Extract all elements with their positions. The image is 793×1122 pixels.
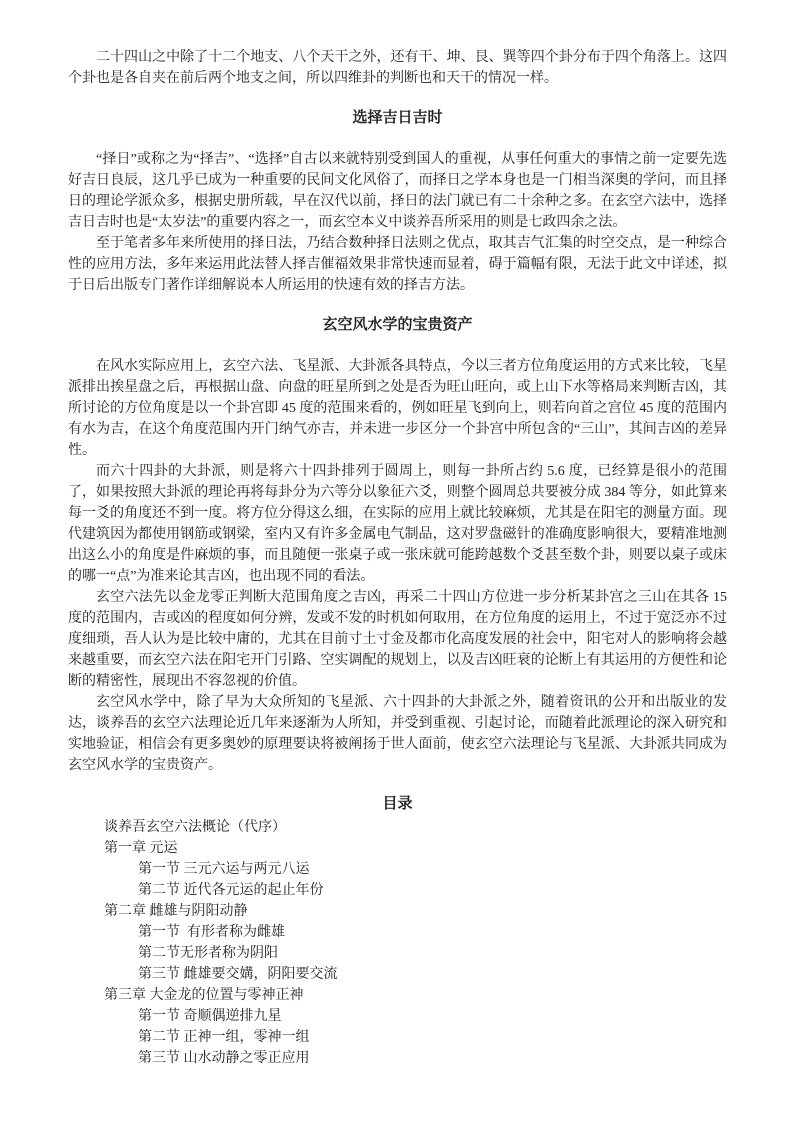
toc-item-chapter-1-section-1: 第一节 三元六运与两元八运 <box>138 862 310 877</box>
paragraph-date-selection-1: “择日”或称之为“择吉”、“选择”自古以来就特别受到国人的重视，从事任何重大的事情之前一定要先选好吉日良辰，这几乎已成为一种重要的民间文化风俗了，而择日之学本身也是一门相当深奥的学问，而且择日的理论学派众多，根据史册所载，早在汉代以前，择日的法门就已有二十余种之多。在玄空六法中，选择吉日吉时也是“太岁法”的重要内容之一，而玄空本义中谈养吾所采用的则是七政四余之法。 <box>68 152 727 230</box>
table-of-contents <box>68 817 727 1069</box>
paragraph-assets-4: 玄空风水学中，除了早为大众所知的飞星派、六十四卦的大卦派之外，随着资讯的公开和出版业的发达，谈养吾的玄空六法理论近几年来逐渐为人所知，并受到重视、引起讨论，而随着此派理论的深入研究和实地验证，相信会有更多奥妙的原理要诀将被阐扬于世人面前，使玄空六法理论与飞星派、大卦派共同成为玄空风水学的宝贵资产。 <box>68 695 727 773</box>
toc-item-chapter-3-section-2: 第二节 正神一组，零神一组 <box>138 1030 310 1045</box>
section-heading-precious-assets: 玄空风水学的宝贵资产 <box>322 317 473 333</box>
toc-item-chapter-3-section-1: 第一节 奇顺偶逆排九星 <box>138 1009 282 1024</box>
toc-item-chapter-2-section-3: 第三节 雌雄要交媾，阴阳要交流 <box>138 967 338 982</box>
paragraph-twenty-four-mountains: 二十四山之中除了十二个地支、八个天干之外，还有干、坤、艮、巽等四个卦分布于四个角落上。这四个卦也是各自夹在前后两个地支之间，所以四维卦的判断也和天干的情况一样。 <box>68 50 727 86</box>
paragraph-assets-1: 在风水实际应用上，玄空六法、飞星派、大卦派各具特点，今以三者方位角度运用的方式来比较，飞星派排出挨星盘之后，再根据山盘、向盘的旺星所到之处是否为旺山旺向，或上山下水等格局来判断吉凶，其所讨论的方位角度是以一个卦宫即 45 度的范围来看的，例如旺星飞到向上，则若向首之宫位 45 度的范围内有水为吉，在这个角度范围内开门纳气亦吉，并未进一步区分一个卦宫中所包含的“三山”，其间吉凶的差异性。 <box>68 359 727 458</box>
toc-item-preface: 谈养吾玄空六法概论（代序） <box>104 820 286 835</box>
toc-item-chapter-2-section-1: 第一节 有形者称为雌雄 <box>138 925 285 940</box>
toc-item-chapter-2: 第二章 雌雄与阴阳动静 <box>104 904 248 919</box>
toc-item-chapter-1: 第一章 元运 <box>104 841 178 856</box>
toc-item-chapter-3: 第三章 大金龙的位置与零神正神 <box>104 988 304 1003</box>
section-heading-auspicious-date-selection: 选择吉日吉时 <box>352 110 443 126</box>
toc-heading: 目录 <box>382 796 413 812</box>
paragraph-date-selection-2: 至于笔者多年来所使用的择日法，乃结合数种择日法则之优点，取其吉气汇集的时空交点，是一种综合性的应用方法，多年来运用此法替人择吉催福效果非常快速而显着，碍于篇幅有限，无法于此文中详述，拟于日后出版专门著作详细解说本人所运用的快速有效的择吉方法。 <box>68 236 727 293</box>
paragraph-assets-2: 而六十四卦的大卦派，则是将六十四卦排列于圆周上，则每一卦所占约 5.6 度，已经算是很小的范围了，如果按照大卦派的理论再将每卦分为六等分以象征六爻，则整个圆周总共要被分成 384 等分，如此算来每一爻的角度还不到一度。将方位分得这么细，在实际的应用上就比较麻烦，尤其是在阳宅的测量方面。现代建筑因为都使用钢筋或钢梁，室内又有许多金属电气制品，这对罗盘磁针的准确度影响很大，要精准地测出这么小的角度是件麻烦的事，而且随便一张桌子或一张床就可能跨越数个爻甚至数个卦，则要以桌子或床的哪一“点”为准来论其吉凶，也出现不同的看法。 <box>68 464 727 584</box>
toc-item-chapter-1-section-2: 第二节 近代各元运的起止年份 <box>138 883 324 898</box>
toc-item-chapter-3-section-3: 第三节 山水动静之零正应用 <box>138 1051 310 1066</box>
toc-item-chapter-2-section-2: 第二节无形者称为阴阳 <box>138 946 278 961</box>
paragraph-assets-3: 玄空六法先以金龙零正判断大范围角度之吉凶，再采二十四山方位进一步分析某卦宫之三山在其各 15 度的范围内，吉或凶的程度如何分辨，发或不发的时机如何取用，在方位角度的运用上，不过于宽泛亦不过度细琐，吾人认为是比较中庸的，尤其在目前寸土寸金及都市化高度发展的社会中，阳宅对人的影响将会越来越重要，而玄空六法在阳宅开门引路、空实调配的规划上，以及吉凶旺衰的论断上有其运用的方便性和论断的精密性，展现出不容忽视的价值。 <box>68 590 727 689</box>
